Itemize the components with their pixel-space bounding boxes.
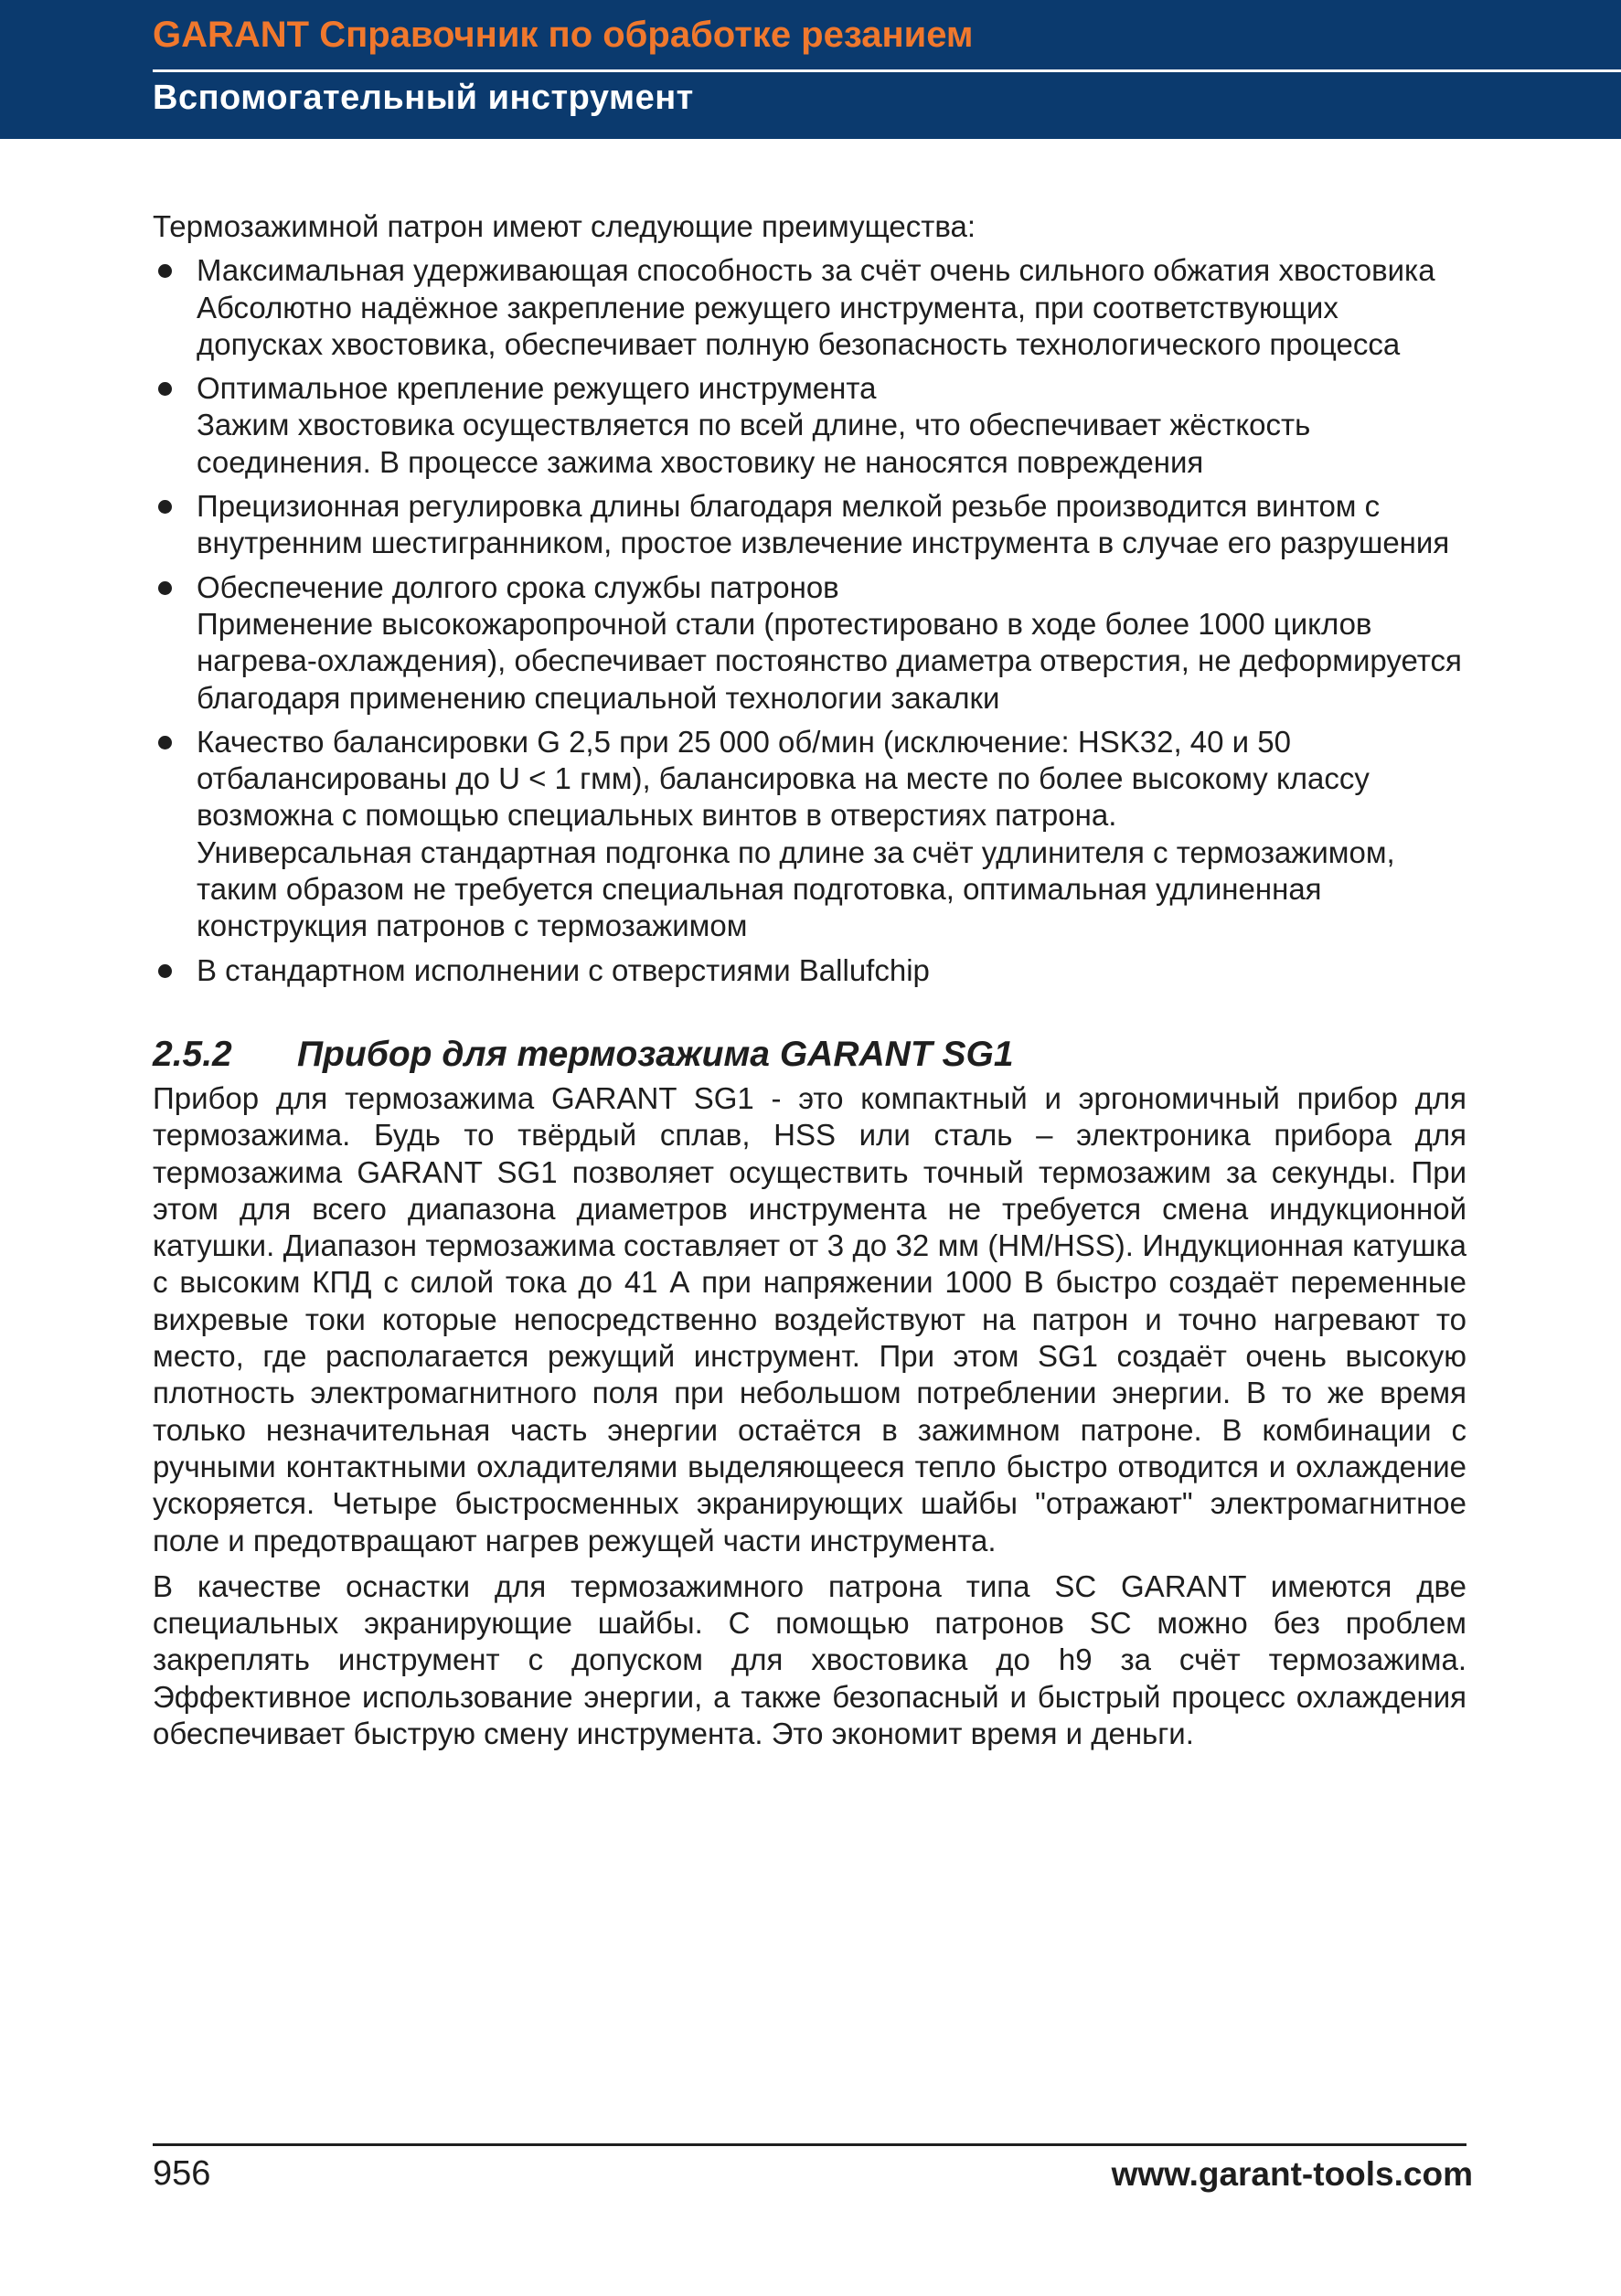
list-item [153, 252, 1466, 363]
list-item [153, 569, 1466, 717]
bullet-icon [158, 500, 172, 514]
header-divider [153, 69, 1621, 72]
list-item [153, 724, 1466, 945]
list-item-head: Качество балансировки G 2,5 при 25 000 об/мин (исключение: HSK32, 40 и 50 отбалансированы до U < 1 гмм), балансировка на месте по более высокому классу возможна с помощью специальных винтов в отверстиях патрона. [197, 724, 1370, 833]
list-item [153, 488, 1466, 562]
section-heading [153, 1033, 1466, 1077]
bullet-icon [158, 264, 172, 278]
list-item-body: Применение высокожаропрочной стали (протестировано в ходе более 1000 циклов нагрева-охлаждения), обеспечивает постоянство диаметра отверстия, не деформируется благодаря применению специальной технологии закалки [197, 606, 1462, 715]
list-item-head: Оптимальное крепление режущего инструмента [197, 371, 877, 406]
section-number: 2.5.2 [153, 1034, 232, 1074]
list-item-body: Универсальная стандартная подгонка по длине за счёт удлинителя с термозажимом, таким образом не требуется специальная подготовка, оптимальная удлиненная конструкция патронов с термозажимом [197, 834, 1395, 943]
section-title: Прибор для термозажима GARANT SG1 [297, 1034, 1014, 1074]
bullet-icon [158, 964, 172, 978]
body-paragraph: В качестве оснастки для термозажимного патрона типа SC GARANT имеются две специальных экранирующие шайбы. С помощью патронов SC можно без проблем закреплять инструмент с допуском для хвостовика до h9 за счёт термозажима. Эффективное использование энергии, а также безопасный и быстрый процесс охлаждения обеспечивает быструю смену инструмента. Это экономит время и деньги. [153, 1568, 1466, 1750]
list-item-body: Зажим хвостовика осуществляется по всей длине, что обеспечивает жёсткость соединения. В процессе зажима хвостовику не наносятся повреждения [197, 408, 1311, 479]
advantages-list [153, 252, 1466, 989]
list-item-head: Максимальная удерживающая способность за счёт очень сильного обжатия хвостовика [197, 253, 1435, 288]
bullet-icon [158, 736, 172, 749]
list-item-head: В стандартном исполнении с отверстиями Ballufchip [197, 952, 930, 987]
bullet-icon [158, 581, 172, 595]
list-item [153, 370, 1466, 481]
footer-url-link[interactable]: www.garant-tools.com [1111, 2155, 1473, 2193]
page-number: 956 [153, 2154, 211, 2193]
header-title: GARANT Справочник по обработке резанием [153, 15, 974, 55]
list-item-head: Прецизионная регулировка длины благодаря мелкой резьбе производится винтом с внутренним шестигранником, простое извлечение инструмента в случае его разрушения [197, 489, 1450, 560]
intro-text: Термозажимной патрон имеют следующие преимущества: [153, 209, 976, 243]
list-item-head: Обеспечение долгого срока службы патронов [197, 569, 839, 604]
page-content [153, 208, 1466, 1761]
list-item-body: Абсолютно надёжное закрепление режущего инструмента, при соответствующих допусках хвостовика, обеспечивает полную безопасность технологического процесса [197, 290, 1401, 361]
list-item [153, 952, 1466, 989]
bullet-icon [158, 382, 172, 396]
header-subtitle: Вспомогательный инструмент [153, 79, 694, 117]
body-paragraph: Прибор для термозажима GARANT SG1 - это компактный и эргономичный прибор для термозажима. Будь то твёрдый сплав, HSS или сталь – электроника прибора для термозажима GARANT SG1 позволяет осуществить точный термозажим за секунды. При этом для всего диапазона диаметров инструмента не требуется смена индукционной катушки. Диапазон термозажима составляет от 3 до 32 мм (HM/HSS). Индукционная катушка с высоким КПД с силой тока до 41 А при напряжении 1000 В быстро создаёт переменные вихревые токи которые непосредственно воздействуют на патрон и точно нагревают то место, где располагается режущий инструмент. При этом SG1 создаёт очень высокую плотность электромагнитного поля при небольшом потреблении энергии. В то же время только незначительная часть энергии остаётся в зажимном патроне. В комбинации с ручными контактными охладителями выделяющееся тепло быстро отводится и охлаждение ускоряется. Четыре быстросменных экранирующих шайбы "отражают" электромагнитное поле и предотвращают нагрев режущей части инструмента. [153, 1080, 1466, 1557]
header-band [0, 0, 1621, 139]
footer-divider [153, 2143, 1466, 2146]
